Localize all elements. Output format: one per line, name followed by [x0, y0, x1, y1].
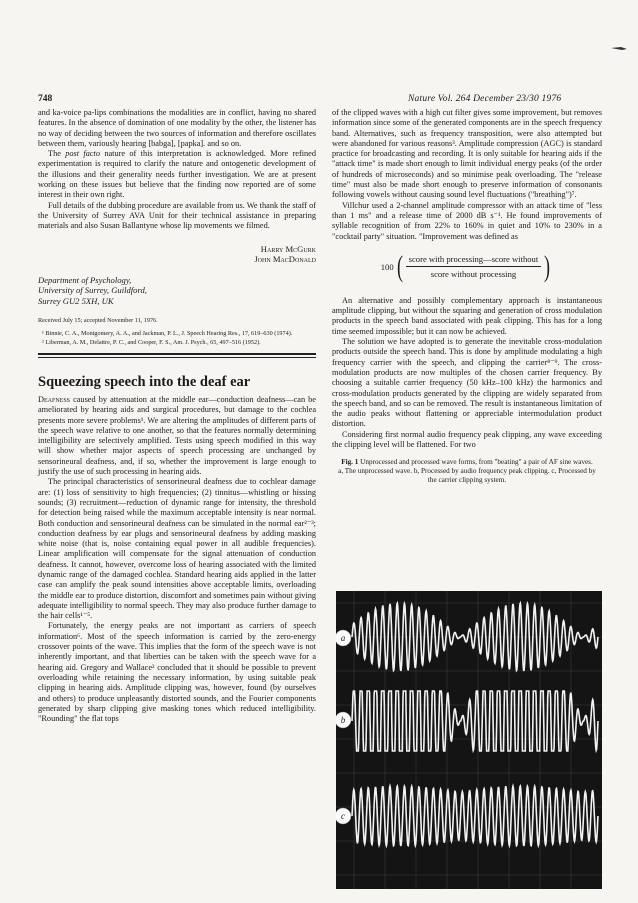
- section-divider-thin: [38, 357, 316, 358]
- formula-fraction: [406, 254, 542, 280]
- svg-text:c: c: [341, 811, 345, 821]
- para2-text-a: The: [48, 149, 66, 159]
- svg-text:b: b: [340, 715, 346, 725]
- left-paragraph-1: and ka-voice pa-lips combinations the modalities are in conflict, having no shared features. In the absence of domination of one modality by the other, the listener has no way of deciding between the two sources of information and therefore oscillates between them, variously hearing [babga], [papka]. and so on.: [38, 108, 316, 148]
- right-paragraph-5: Considering first normal audio frequency peak clipping, any wave exceeding the clipping level will be flattened. For two: [332, 429, 602, 450]
- running-head: Nature Vol. 264 December 23/30 1976: [408, 94, 562, 104]
- panel-label-c: [336, 808, 351, 824]
- reference-2: ² Liberman, A. M., Delattre, P. C., and Cooper, F. S., Am. J. Psych., 65, 497–516 (1952).: [42, 338, 261, 346]
- affiliation: [38, 275, 316, 307]
- para2-text-b: nature of this interpretation is acknowledged. More refined experimentation is required to clarify the nature and ontogenetic development of the illusions and their generality needs further investigation. We are at present working on these issues but believe that the finding now reported are of some interest in their own right.: [38, 149, 316, 200]
- panel-label-a: [336, 630, 351, 646]
- right-paragraph-1: of the clipped waves with a high cut filter gives some improvement, but removes information since some of the generated components are in the speech frequency band. Alternatives, such as frequency transposition, were also attempted but were abandoned for various reasons³. Amplitude compression (AGC) is standard practice for broadcasting and recording. It is only suitable for hearing aids if the "attack time" is made short enough to limit individual energy peaks (of the order of hundreds of microseconds) and so minimise peak overloading. The "release time" must also be made short enough to preserve information of consonants following vowels without causing sound level fluctuations ("breathing")⁷.: [332, 108, 602, 200]
- page-number: 748: [38, 94, 53, 104]
- formula-right-paren: ): [544, 249, 551, 283]
- right-paragraph-3: An alternative and possibly complementary approach is instantaneous amplitude clipping, but without the squaring and generation of cross modulation products in the speech band associated with peak clipping. This has for a long time seemed impossible; but it can now be achieved.: [332, 295, 602, 336]
- affiliation-line-2: University of Surrey, Guildford,: [38, 285, 147, 296]
- lede-paragraph: [38, 395, 316, 477]
- author-mcgurk: Harry McGurk: [260, 243, 316, 254]
- right-column: [332, 108, 602, 493]
- section-divider-thick: [38, 353, 316, 355]
- left-paragraph-5: The principal characteristics of sensorineural deafness due to cochlear damage are: (1) loss of sensitivity to high frequencies; (2) tinnitus—whistling or hissing sounds; (3) recruitment—reduction of dynamic range for intensity, the threshold for detection being raised while the maximum acceptable intensity is near normal. Both conduction and sensorineural deafness can be simulated in the normal ear²⁻³; conduction deafness by ear plugs and sensorineural deafness by adding masking white noise (that is, noise containing equal power in all audible frequencies). Linear amplification will compensate for the signal attenuation of conduction deafness. It cannot, however, overcome loss of hearing associated with the limited dynamic range of the damaged cochlea. Standard hearing aids applied in the latter case can amplify the peak sound intensities above acceptable limits, overloading the middle ear to produce distortion, discomfort and sometimes pain without giving adequate intelligibility to normal speech. They may also produce further damage to the hair cells¹⁻⁵.: [38, 477, 316, 621]
- affiliation-line-1: Department of Psychology,: [38, 274, 132, 285]
- article-title: Squeezing speech into the deaf ear: [38, 373, 251, 390]
- received-dates: Received July 15; accepted November 11, 1976.: [38, 316, 158, 324]
- waveform-plot: [336, 591, 602, 889]
- references: [38, 330, 316, 347]
- lede-small-caps: Deafness: [38, 394, 70, 404]
- reference-1: ¹ Binnie, C. A., Montgomery, A. A., and Jackman, P. L., J. Speech Hearing Res., 17, 619–630 (1974).: [42, 329, 293, 337]
- improvement-formula: [332, 249, 602, 283]
- left-paragraph-2: [38, 149, 316, 200]
- pen-mark: [611, 38, 627, 44]
- formula-denominator: score without processing: [430, 269, 517, 280]
- right-paragraph-4: The solution we have adopted is to generate the inevitable cross-modulation products outside the speech band. This is done by amplitude modulating a high frequency carrier with the speech, and clipping the carrier⁸⁻⁹. The cross-modulation products are now multiples of the chosen carrier frequency. By choosing a suitable carrier frequency (50 kHz–100 kHz) the harmonics and cross-modulation products generated by the clipping are widely separated from the speech band, and so can be removed. The result is instantaneous limitation of the audio peaks without flattening or appreciable intermodulation product distortion.: [332, 337, 602, 429]
- post-facto-italic: post facto: [65, 149, 100, 159]
- left-paragraph-3: Full details of the dubbing procedure are available from us. We thank the staff of the University of Surrey AVA Unit for their technical assistance in preparing materials and also Susan Ballantyne whose lip movements we filmed.: [38, 200, 316, 231]
- formula-coefficient: 100: [380, 261, 394, 272]
- figure-caption-text: Unprocessed and processed wave forms, from "beating" a pair of AF sine waves. a, The unprocessed wave. b, Processed by audio frequency peak clipping. c, Processed by the carrier clipping system.: [338, 458, 596, 485]
- affiliation-line-3: Surrey GU2 5XH, UK: [38, 296, 114, 307]
- formula-left-paren: (: [396, 249, 403, 283]
- svg-text:a: a: [340, 633, 346, 643]
- right-paragraph-2: Villchur used a 2-channel amplitude compressor with an attack time of "less than 1 ms" and a release time of 2000 dB s⁻¹. He found improvements of syllable recognition of from 22% to 160% in quiet and 10% to 230% in a "cocktail party" situation. "Improvement was defined as: [332, 200, 602, 241]
- figure-label: Fig. 1: [341, 458, 359, 467]
- figure-caption: [338, 458, 596, 485]
- author-block: [38, 244, 316, 265]
- waveform-figure: [336, 591, 602, 889]
- formula-numerator: score with processing—score without: [406, 254, 542, 267]
- left-column: [38, 108, 316, 724]
- left-paragraph-6: Fortunately, the energy peaks are not important as carriers of speech information⁶. Most of the speech information is carried by the zero-energy crossover points of the wave. This implies that the form of the speech wave is not inherently important, and that liberties can be taken with the speech wave for a hearing aid. Gregory and Wallace² concluded that it should be possible to prevent overloading while retaining the necessary information, by using suitable peak clipping in hearing aids. Amplitude clipping was, however, found (by ourselves and others) to produce unpleasantly distorted sounds, and the Fourier components generated by sharp clipping give masking tones which reduced intelligibility. "Rounding" the flat tops: [38, 621, 316, 724]
- author-macdonald: John MacDonald: [254, 254, 316, 265]
- lede-text: caused by attenuation at the middle ear—conduction deafness—can be ameliorated by hearing aids and surgical procedures, but damage to the cochlea presents more severe problems¹. We are altering the amplitudes of different parts of the speech wave relative to one another, so that the features normally determining intelligibility are selectively amplified. Tests using speech modified in this way will show whether major aspects of speech processing are unchanged by sensorineural deafness, and, if so, whether the improvement is large enough to justify the use of such processing in hearing aids.: [38, 394, 316, 477]
- panel-label-b: [336, 712, 351, 728]
